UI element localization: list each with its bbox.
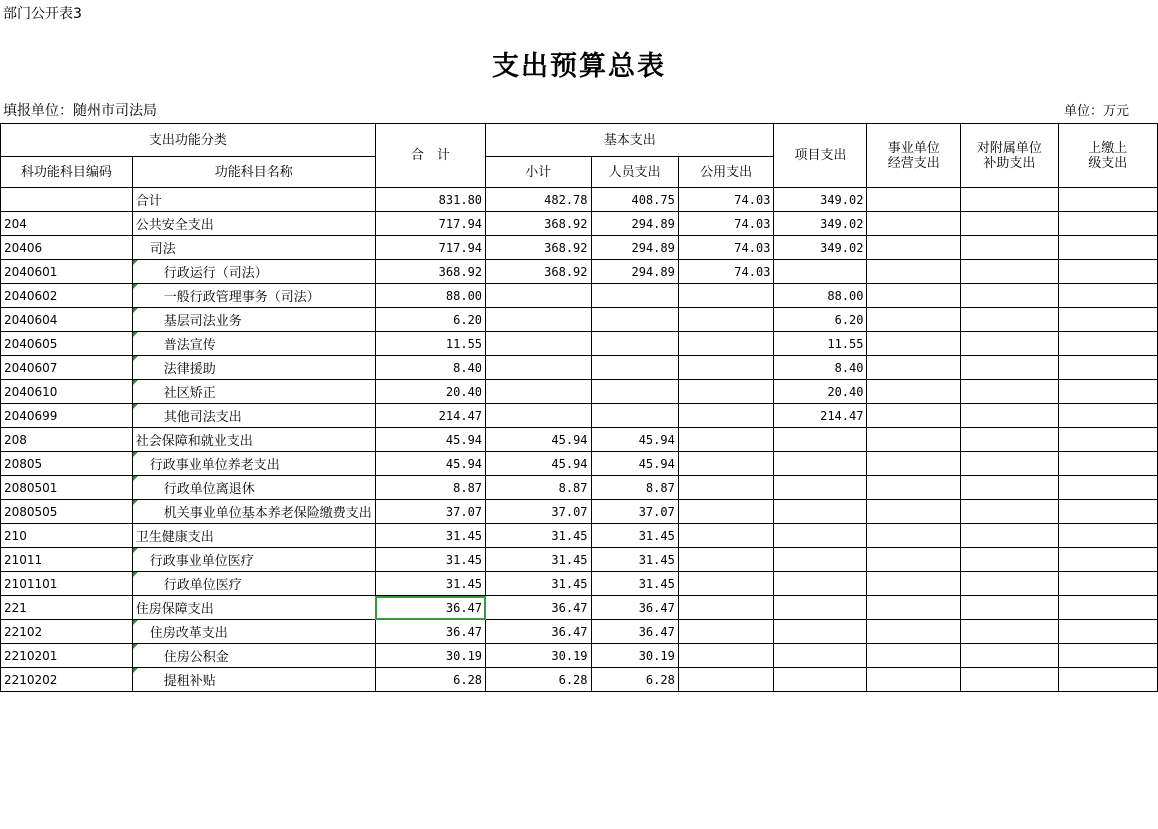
cell-subtotal[interactable] xyxy=(486,308,591,332)
cell-project[interactable] xyxy=(774,452,867,476)
cell-remit[interactable] xyxy=(1058,356,1157,380)
cell-business[interactable] xyxy=(867,332,961,356)
cell-code[interactable]: 21011 xyxy=(1,548,133,572)
cell-personnel[interactable]: 36.47 xyxy=(591,596,678,620)
cell-name-text: 合计 xyxy=(135,194,162,209)
comment-marker-icon xyxy=(133,476,138,481)
cell-name-text: 提租补贴 xyxy=(163,674,216,689)
cell-project[interactable] xyxy=(774,548,867,572)
cell-business[interactable] xyxy=(867,596,961,620)
cell-subtotal[interactable]: 45.94 xyxy=(486,452,591,476)
cell-total[interactable]: 20.40 xyxy=(375,380,485,404)
cell-code[interactable]: 22102 xyxy=(1,620,133,644)
cell-project[interactable] xyxy=(774,572,867,596)
table-row xyxy=(1,212,1158,236)
cell-subsidy[interactable] xyxy=(961,476,1058,500)
cell-name[interactable] xyxy=(132,596,375,620)
cell-name[interactable] xyxy=(132,500,375,524)
cell-name[interactable] xyxy=(132,356,375,380)
cell-business[interactable] xyxy=(867,380,961,404)
cell-remit[interactable] xyxy=(1058,668,1157,692)
cell-personnel[interactable]: 8.87 xyxy=(591,476,678,500)
cell-project[interactable] xyxy=(774,524,867,548)
cell-public[interactable] xyxy=(678,644,774,668)
cell-code[interactable]: 2101101 xyxy=(1,572,133,596)
table-row xyxy=(1,332,1158,356)
cell-public[interactable] xyxy=(678,548,774,572)
cell-name-text: 行政单位离退休 xyxy=(163,482,255,497)
header-row-1 xyxy=(1,124,1158,157)
cell-subtotal[interactable]: 482.78 xyxy=(486,188,591,212)
cell-name-text: 普法宣传 xyxy=(163,338,216,353)
cell-name-text: 住房保障支出 xyxy=(135,602,214,617)
cell-remit[interactable] xyxy=(1058,596,1157,620)
cell-total[interactable]: 6.20 xyxy=(375,308,485,332)
cell-name[interactable] xyxy=(132,212,375,236)
cell-total[interactable]: 8.40 xyxy=(375,356,485,380)
currency-unit: 单位：万元 xyxy=(1063,104,1129,119)
cell-subtotal[interactable]: 31.45 xyxy=(486,572,591,596)
table-row xyxy=(1,308,1158,332)
header-business[interactable]: 事业单位 经营支出 xyxy=(867,124,961,188)
cell-subsidy[interactable] xyxy=(961,260,1058,284)
cell-project[interactable] xyxy=(774,428,867,452)
cell-code[interactable] xyxy=(1,188,133,212)
cell-public[interactable]: 74.03 xyxy=(678,188,774,212)
cell-name-text: 住房公积金 xyxy=(163,650,229,665)
cell-total[interactable]: 368.92 xyxy=(375,260,485,284)
cell-business[interactable] xyxy=(867,452,961,476)
header-project[interactable]: 项目支出 xyxy=(774,124,867,188)
cell-public[interactable] xyxy=(678,572,774,596)
table-row xyxy=(1,596,1158,620)
cell-total[interactable]: 717.94 xyxy=(375,236,485,260)
cell-project[interactable] xyxy=(774,500,867,524)
comment-marker-icon xyxy=(133,500,138,505)
cell-remit[interactable] xyxy=(1058,428,1157,452)
comment-marker-icon xyxy=(133,668,138,673)
cell-total[interactable]: 37.07 xyxy=(375,500,485,524)
cell-subsidy[interactable] xyxy=(961,524,1058,548)
cell-total[interactable]: 36.47 xyxy=(375,596,485,620)
cell-name-text: 机关事业单位基本养老保险缴费支出 xyxy=(163,506,372,521)
cell-business[interactable] xyxy=(867,356,961,380)
budget-table xyxy=(0,123,1158,692)
cell-total[interactable]: 8.87 xyxy=(375,476,485,500)
cell-name[interactable] xyxy=(132,236,375,260)
cell-total[interactable]: 31.45 xyxy=(375,524,485,548)
comment-marker-icon xyxy=(133,572,138,577)
cell-personnel[interactable]: 31.45 xyxy=(591,572,678,596)
cell-subsidy[interactable] xyxy=(961,212,1058,236)
cell-remit[interactable] xyxy=(1058,332,1157,356)
comment-marker-icon xyxy=(133,404,138,409)
cell-subtotal[interactable]: 6.28 xyxy=(486,668,591,692)
cell-name-text: 司法 xyxy=(149,242,176,257)
cell-personnel[interactable]: 6.28 xyxy=(591,668,678,692)
cell-personnel[interactable] xyxy=(591,308,678,332)
cell-business[interactable] xyxy=(867,284,961,308)
cell-name[interactable] xyxy=(132,284,375,308)
cell-project[interactable]: 20.40 xyxy=(774,380,867,404)
cell-total[interactable]: 45.94 xyxy=(375,452,485,476)
cell-subtotal[interactable] xyxy=(486,356,591,380)
cell-name-text: 卫生健康支出 xyxy=(135,530,214,545)
cell-public[interactable] xyxy=(678,380,774,404)
cell-code[interactable]: 208 xyxy=(1,428,133,452)
cell-name-text: 行政运行（司法） xyxy=(163,266,268,281)
cell-total[interactable]: 214.47 xyxy=(375,404,485,428)
cell-code[interactable]: 2080501 xyxy=(1,476,133,500)
cell-business[interactable] xyxy=(867,524,961,548)
cell-personnel[interactable]: 31.45 xyxy=(591,548,678,572)
cell-business[interactable] xyxy=(867,548,961,572)
cell-project[interactable]: 6.20 xyxy=(774,308,867,332)
cell-code[interactable]: 2040607 xyxy=(1,356,133,380)
cell-subtotal[interactable]: 37.07 xyxy=(486,500,591,524)
cell-remit[interactable] xyxy=(1058,476,1157,500)
cell-remit[interactable] xyxy=(1058,524,1157,548)
cell-total[interactable]: 45.94 xyxy=(375,428,485,452)
page-title: 支出预算总表 xyxy=(492,51,666,82)
table-row xyxy=(1,428,1158,452)
cell-business[interactable] xyxy=(867,260,961,284)
cell-name[interactable] xyxy=(132,404,375,428)
cell-subsidy[interactable] xyxy=(961,572,1058,596)
cell-business[interactable] xyxy=(867,572,961,596)
table-row xyxy=(1,620,1158,644)
cell-name-text: 一般行政管理事务（司法） xyxy=(163,290,320,305)
cell-business[interactable] xyxy=(867,668,961,692)
cell-subsidy[interactable] xyxy=(961,452,1058,476)
cell-total[interactable]: 31.45 xyxy=(375,548,485,572)
cell-name-text: 社区矫正 xyxy=(163,386,216,401)
cell-name[interactable] xyxy=(132,620,375,644)
cell-code[interactable]: 2040610 xyxy=(1,380,133,404)
cell-personnel[interactable]: 45.94 xyxy=(591,428,678,452)
cell-remit[interactable] xyxy=(1058,212,1157,236)
cell-public[interactable] xyxy=(678,476,774,500)
cell-remit[interactable] xyxy=(1058,452,1157,476)
table-row xyxy=(1,188,1158,212)
table-row xyxy=(1,572,1158,596)
table-row xyxy=(1,668,1158,692)
cell-code[interactable]: 20406 xyxy=(1,236,133,260)
cell-name-text: 法律援助 xyxy=(163,362,216,377)
cell-name[interactable] xyxy=(132,668,375,692)
table-row xyxy=(1,380,1158,404)
table-row xyxy=(1,260,1158,284)
cell-remit[interactable] xyxy=(1058,620,1157,644)
cell-subtotal[interactable]: 36.47 xyxy=(486,596,591,620)
cell-subtotal[interactable] xyxy=(486,380,591,404)
cell-code[interactable]: 2040602 xyxy=(1,284,133,308)
cell-business[interactable] xyxy=(867,500,961,524)
header-name[interactable]: 功能科目名称 xyxy=(132,157,375,188)
cell-public[interactable] xyxy=(678,668,774,692)
cell-subtotal[interactable]: 31.45 xyxy=(486,548,591,572)
comment-marker-icon xyxy=(133,356,138,361)
comment-marker-icon xyxy=(133,644,138,649)
cell-public[interactable]: 74.03 xyxy=(678,260,774,284)
cell-personnel[interactable]: 45.94 xyxy=(591,452,678,476)
cell-business[interactable] xyxy=(867,404,961,428)
header-basic[interactable]: 基本支出 xyxy=(486,124,774,157)
cell-total[interactable]: 6.28 xyxy=(375,668,485,692)
table-row xyxy=(1,548,1158,572)
header-remit[interactable]: 上缴上 级支出 xyxy=(1058,124,1157,188)
cell-business[interactable] xyxy=(867,212,961,236)
cell-code[interactable]: 204 xyxy=(1,212,133,236)
cell-remit[interactable] xyxy=(1058,548,1157,572)
cell-project[interactable] xyxy=(774,644,867,668)
cell-name[interactable] xyxy=(132,548,375,572)
cell-business[interactable] xyxy=(867,188,961,212)
cell-project[interactable] xyxy=(774,596,867,620)
cell-subsidy[interactable] xyxy=(961,308,1058,332)
cell-personnel[interactable] xyxy=(591,356,678,380)
cell-subtotal[interactable] xyxy=(486,404,591,428)
cell-personnel[interactable]: 30.19 xyxy=(591,644,678,668)
cell-remit[interactable] xyxy=(1058,308,1157,332)
table-row xyxy=(1,452,1158,476)
cell-subtotal[interactable]: 45.94 xyxy=(486,428,591,452)
cell-subtotal[interactable]: 368.92 xyxy=(486,236,591,260)
cell-public[interactable] xyxy=(678,620,774,644)
header-total[interactable]: 合 计 xyxy=(375,124,485,188)
cell-personnel[interactable] xyxy=(591,332,678,356)
cell-public[interactable] xyxy=(678,500,774,524)
cell-total[interactable]: 88.00 xyxy=(375,284,485,308)
cell-remit[interactable] xyxy=(1058,188,1157,212)
cell-personnel[interactable]: 294.89 xyxy=(591,236,678,260)
cell-subsidy[interactable] xyxy=(961,188,1058,212)
cell-name-text: 其他司法支出 xyxy=(163,410,242,425)
cell-remit[interactable] xyxy=(1058,236,1157,260)
header-function-class[interactable]: 支出功能分类 xyxy=(1,124,376,157)
cell-name-text: 行政单位医疗 xyxy=(163,578,242,593)
cell-remit[interactable] xyxy=(1058,500,1157,524)
reporting-unit: 填报单位：随州市司法局 xyxy=(3,103,157,119)
header-public[interactable]: 公用支出 xyxy=(678,157,774,188)
cell-name[interactable] xyxy=(132,332,375,356)
cell-code[interactable]: 2210202 xyxy=(1,668,133,692)
cell-code[interactable]: 210 xyxy=(1,524,133,548)
comment-marker-icon xyxy=(133,308,138,313)
cell-code[interactable]: 2040605 xyxy=(1,332,133,356)
comment-marker-icon xyxy=(133,620,138,625)
cell-remit[interactable] xyxy=(1058,380,1157,404)
cell-remit[interactable] xyxy=(1058,284,1157,308)
table-row xyxy=(1,236,1158,260)
cell-personnel[interactable] xyxy=(591,380,678,404)
cell-name-text: 社会保障和就业支出 xyxy=(135,434,253,449)
cell-subsidy[interactable] xyxy=(961,620,1058,644)
cell-name[interactable] xyxy=(132,260,375,284)
comment-marker-icon xyxy=(133,548,138,553)
cell-project[interactable] xyxy=(774,668,867,692)
cell-public[interactable] xyxy=(678,332,774,356)
table-number-label: 部门公开表3 xyxy=(3,6,82,22)
cell-subtotal[interactable]: 31.45 xyxy=(486,524,591,548)
comment-marker-icon xyxy=(133,380,138,385)
cell-subsidy[interactable] xyxy=(961,668,1058,692)
cell-total[interactable]: 31.45 xyxy=(375,572,485,596)
cell-total[interactable]: 30.19 xyxy=(375,644,485,668)
header-subsidy[interactable]: 对附属单位 补助支出 xyxy=(961,124,1058,188)
cell-project[interactable]: 349.02 xyxy=(774,188,867,212)
cell-subtotal[interactable] xyxy=(486,332,591,356)
cell-personnel[interactable]: 294.89 xyxy=(591,260,678,284)
cell-project[interactable]: 8.40 xyxy=(774,356,867,380)
cell-project[interactable]: 88.00 xyxy=(774,284,867,308)
cell-public[interactable] xyxy=(678,596,774,620)
cell-name[interactable] xyxy=(132,452,375,476)
cell-subsidy[interactable] xyxy=(961,596,1058,620)
cell-code[interactable]: 2080505 xyxy=(1,500,133,524)
cell-subtotal[interactable]: 368.92 xyxy=(486,212,591,236)
cell-personnel[interactable] xyxy=(591,404,678,428)
cell-project[interactable]: 11.55 xyxy=(774,332,867,356)
cell-name[interactable] xyxy=(132,380,375,404)
comment-marker-icon xyxy=(133,260,138,265)
table-row xyxy=(1,476,1158,500)
cell-name[interactable] xyxy=(132,476,375,500)
cell-name[interactable] xyxy=(132,428,375,452)
cell-project[interactable] xyxy=(774,476,867,500)
table-row xyxy=(1,524,1158,548)
comment-marker-icon xyxy=(133,452,138,457)
cell-subsidy[interactable] xyxy=(961,380,1058,404)
cell-personnel[interactable]: 408.75 xyxy=(591,188,678,212)
cell-project[interactable]: 349.02 xyxy=(774,236,867,260)
cell-public[interactable] xyxy=(678,524,774,548)
cell-name-text: 公共安全支出 xyxy=(135,218,214,233)
cell-project[interactable] xyxy=(774,260,867,284)
cell-subtotal[interactable]: 368.92 xyxy=(486,260,591,284)
cell-name-text: 行政事业单位养老支出 xyxy=(149,458,280,473)
cell-total[interactable]: 717.94 xyxy=(375,212,485,236)
header-subtotal[interactable]: 小计 xyxy=(486,157,591,188)
cell-code[interactable]: 2040699 xyxy=(1,404,133,428)
table-row xyxy=(1,404,1158,428)
cell-name[interactable] xyxy=(132,644,375,668)
header-code[interactable]: 科功能科目编码 xyxy=(1,157,133,188)
cell-subsidy[interactable] xyxy=(961,284,1058,308)
cell-total[interactable]: 36.47 xyxy=(375,620,485,644)
cell-total[interactable]: 11.55 xyxy=(375,332,485,356)
cell-subsidy[interactable] xyxy=(961,404,1058,428)
cell-remit[interactable] xyxy=(1058,260,1157,284)
cell-subsidy[interactable] xyxy=(961,356,1058,380)
cell-total[interactable]: 831.80 xyxy=(375,188,485,212)
cell-public[interactable] xyxy=(678,356,774,380)
cell-public[interactable] xyxy=(678,452,774,476)
cell-name-text: 行政事业单位医疗 xyxy=(149,554,254,569)
cell-subsidy[interactable] xyxy=(961,644,1058,668)
cell-name-text: 住房改革支出 xyxy=(149,626,228,641)
cell-name[interactable] xyxy=(132,572,375,596)
comment-marker-icon xyxy=(133,284,138,289)
cell-business[interactable] xyxy=(867,644,961,668)
cell-public[interactable]: 74.03 xyxy=(678,236,774,260)
cell-project[interactable]: 214.47 xyxy=(774,404,867,428)
cell-name[interactable] xyxy=(132,308,375,332)
cell-subtotal[interactable]: 36.47 xyxy=(486,620,591,644)
cell-personnel[interactable]: 294.89 xyxy=(591,212,678,236)
cell-business[interactable] xyxy=(867,620,961,644)
cell-project[interactable]: 349.02 xyxy=(774,212,867,236)
table-row xyxy=(1,356,1158,380)
cell-subsidy[interactable] xyxy=(961,428,1058,452)
cell-personnel[interactable]: 36.47 xyxy=(591,620,678,644)
table-row xyxy=(1,644,1158,668)
cell-business[interactable] xyxy=(867,476,961,500)
cell-business[interactable] xyxy=(867,236,961,260)
table-row xyxy=(1,284,1158,308)
cell-public[interactable] xyxy=(678,308,774,332)
cell-code[interactable]: 20805 xyxy=(1,452,133,476)
cell-subtotal[interactable] xyxy=(486,284,591,308)
comment-marker-icon xyxy=(133,332,138,337)
cell-remit[interactable] xyxy=(1058,572,1157,596)
cell-subsidy[interactable] xyxy=(961,548,1058,572)
cell-subsidy[interactable] xyxy=(961,332,1058,356)
cell-remit[interactable] xyxy=(1058,404,1157,428)
cell-subsidy[interactable] xyxy=(961,236,1058,260)
cell-name[interactable] xyxy=(132,188,375,212)
cell-code[interactable]: 221 xyxy=(1,596,133,620)
cell-code[interactable]: 2040601 xyxy=(1,260,133,284)
header-personnel[interactable]: 人员支出 xyxy=(591,157,678,188)
cell-public[interactable]: 74.03 xyxy=(678,212,774,236)
cell-code[interactable]: 2040604 xyxy=(1,308,133,332)
cell-project[interactable] xyxy=(774,620,867,644)
cell-public[interactable] xyxy=(678,404,774,428)
cell-business[interactable] xyxy=(867,428,961,452)
cell-subtotal[interactable]: 30.19 xyxy=(486,644,591,668)
cell-personnel[interactable]: 37.07 xyxy=(591,500,678,524)
cell-subsidy[interactable] xyxy=(961,500,1058,524)
table-row xyxy=(1,500,1158,524)
cell-public[interactable] xyxy=(678,284,774,308)
cell-personnel[interactable] xyxy=(591,284,678,308)
cell-public[interactable] xyxy=(678,428,774,452)
cell-code[interactable]: 2210201 xyxy=(1,644,133,668)
cell-name[interactable] xyxy=(132,524,375,548)
cell-personnel[interactable]: 31.45 xyxy=(591,524,678,548)
cell-subtotal[interactable]: 8.87 xyxy=(486,476,591,500)
cell-business[interactable] xyxy=(867,308,961,332)
cell-name-text: 基层司法业务 xyxy=(163,314,242,329)
cell-remit[interactable] xyxy=(1058,644,1157,668)
